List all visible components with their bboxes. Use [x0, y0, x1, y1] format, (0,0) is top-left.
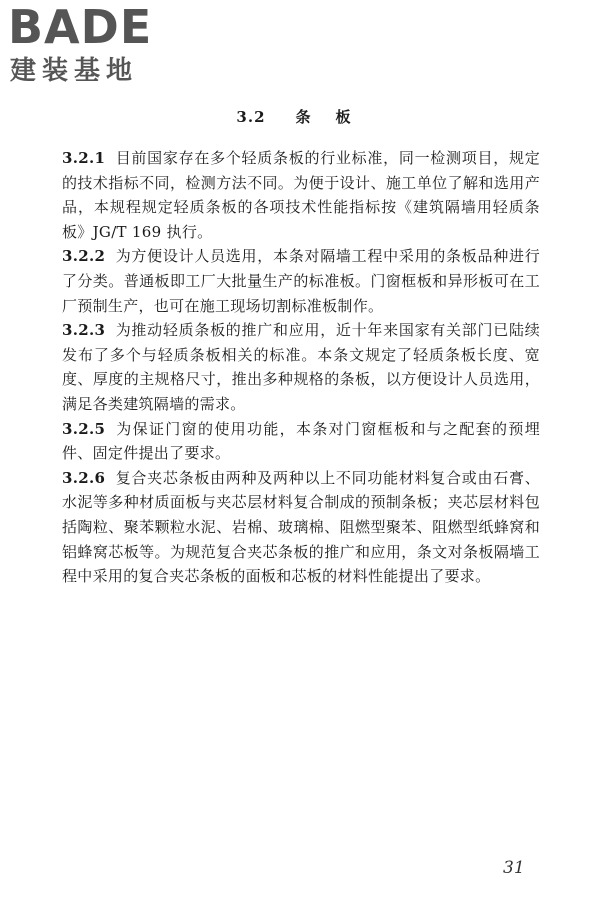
section-title — [0, 107, 600, 127]
section-title-char-2: 板 — [335, 108, 352, 126]
clause-3-2-6 — [62, 466, 540, 589]
logo-wordmark — [8, 2, 152, 52]
logo-subtitle: 建装基地 — [10, 56, 139, 86]
logo — [8, 2, 183, 92]
clause-number: 3.2.1 — [62, 149, 106, 167]
clause-3-2-2 — [62, 244, 540, 318]
clause-number: 3.2.5 — [62, 419, 106, 438]
clause-3-2-5 — [62, 417, 540, 466]
section-number: 3.2 — [236, 108, 266, 126]
body-text — [62, 146, 540, 589]
clause-text: 为推动轻质条板的推广和应用，近十年来国家有关部门已陆续发布了多个与轻质条板相关的标准。本条文规定了轻质条板长度、宽度、厚度的主规格尺寸，推出多种规格的条板，以方便设计人员选用，满足各类建筑隔墙的需求。 — [62, 321, 540, 413]
logo-word-text: BADE — [8, 0, 153, 54]
clause-3-2-1 — [62, 146, 540, 244]
clause-text: 目前国家存在多个轻质条板的行业标准，同一检测项目，规定的技术指标不同，检测方法不同。为便于设计、施工单位了解和选用产品，本规程规定轻质条板的各项技术性能指标按《建筑隔墙用轻质条板》JG/T 169 执行。 — [62, 149, 540, 241]
clause-number: 3.2.2 — [62, 247, 106, 266]
clause-3-2-3 — [62, 318, 540, 416]
clause-text: 复合夹芯条板由两种及两种以上不同功能材料复合或由石膏、水泥等多种材质面板与夹芯层材料复合制成的预制条板；夹芯层材料包括陶粒、聚苯颗粒水泥、岩棉、玻璃棉、阻燃型聚苯、阻燃型纸蜂窝和铝蜂窝芯板等。为规范复合夹芯条板的推广和应用，条文对条板隔墙工程中采用的复合夹芯条板的面板和芯板的材料性能提出了要求。 — [62, 468, 540, 586]
clause-number: 3.2.3 — [62, 321, 106, 340]
page-number: 31 — [503, 858, 525, 878]
clause-text: 为方便设计人员选用，本条对隔墙工程中采用的条板品种进行了分类。普通板即工厂大批量生产的标准板。门窗框板和异形板可在工厂预制生产，也可在施工现场切割标准板制作。 — [62, 247, 540, 315]
clause-text: 为保证门窗的使用功能，本条对门窗框板和与之配套的预埋件、固定件提出了要求。 — [62, 419, 540, 463]
clause-number: 3.2.6 — [62, 468, 106, 487]
section-title-char-1: 条 — [295, 108, 312, 126]
